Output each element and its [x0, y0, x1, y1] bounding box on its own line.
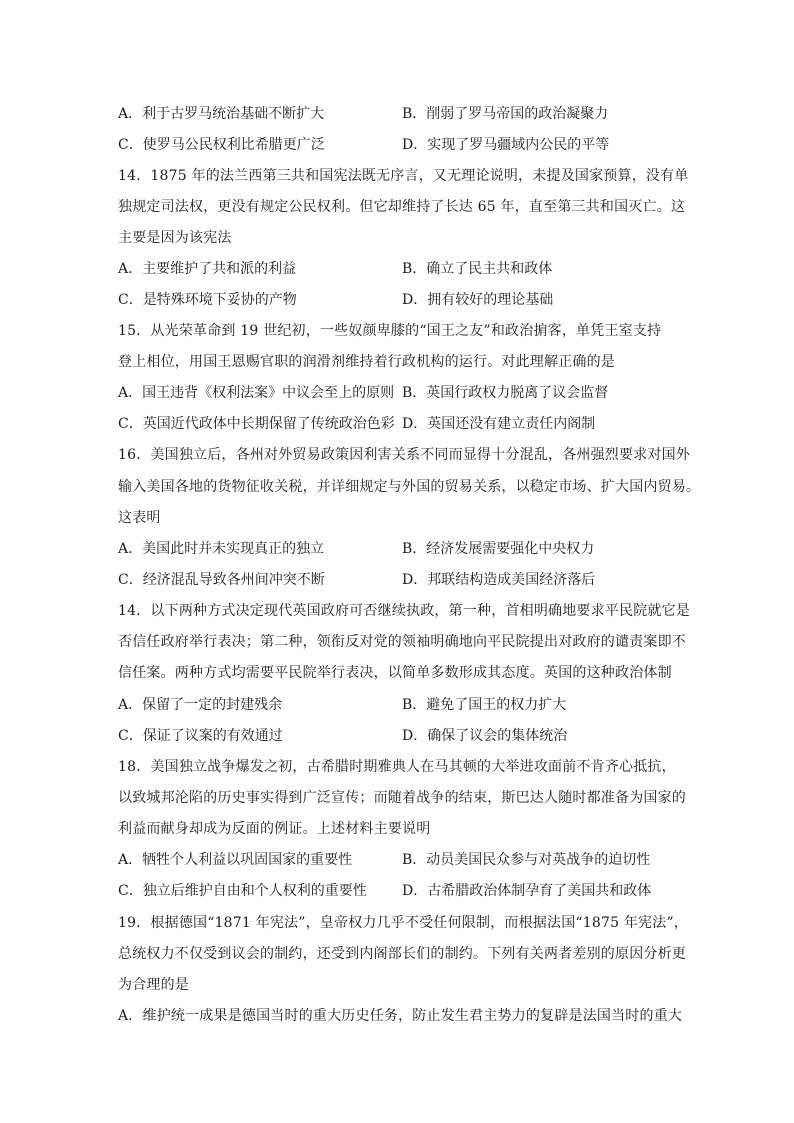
q16-stem-line-3: 这表明: [118, 510, 161, 526]
q18-option-a: A．牺牲个人利益以巩固国家的重要性: [118, 852, 353, 868]
q14a-stem-line-3: 主要是因为该宪法: [118, 230, 232, 246]
q19-option-a: A．维护统一成果是德国当时的重大历史任务，防止发生君主势力的复辟是法国当时的重大: [118, 1008, 683, 1024]
q13-option-b: B．削弱了罗马帝国的政治凝聚力: [402, 106, 609, 122]
q15-option-a: A．国王违背《权利法案》中议会至上的原则: [118, 385, 395, 401]
q14b-stem-line-3: 信任案。两种方式均需要平民院举行表决，以简单多数形成其态度。英国的这种政治体制: [118, 665, 672, 681]
q16-option-b: B．经济发展需要强化中央权力: [402, 541, 595, 557]
q14a-option-a: A．主要维护了共和派的利益: [118, 261, 297, 277]
q14b-option-d: D．确保了议会的集体统治: [402, 728, 568, 744]
q14b-stem-line-2: 否信任政府举行表决；第二种，领衔反对党的领袖明确地向平民院提出对政府的谴责案即不: [118, 634, 686, 650]
q14a-option-b: B．确立了民主共和政体: [402, 261, 553, 277]
q14a-option-d: D．拥有较好的理论基础: [402, 292, 554, 308]
q18-option-b: B．动员美国民众参与对英战争的迫切性: [402, 852, 651, 868]
q18-stem-line-3: 利益而献身却成为反面的例证。上述材料主要说明: [118, 821, 431, 837]
q13-option-a: A．利于古罗马统治基础不断扩大: [118, 106, 325, 122]
q15-option-b: B．英国行政权力脱离了议会监督: [402, 385, 609, 401]
q16-option-c: C．经济混乱导致各州间冲突不断: [118, 572, 325, 588]
q18-stem-line-1: 18．美国独立战争爆发之初，古希腊时期雅典人在马其顿的大举进攻面前不肯齐心抵抗，: [118, 759, 676, 775]
q16-stem-line-1: 16．美国独立后，各州对外贸易政策因利害关系不同而显得十分混乱，各州强烈要求对国外: [118, 447, 691, 463]
q18-option-c: C．独立后维护自由和个人权利的重要性: [118, 883, 367, 899]
q14b-option-c: C．保证了议案的有效通过: [118, 728, 283, 744]
q16-option-d: D．邦联结构造成美国经济落后: [402, 572, 596, 588]
q15-stem-line-2: 登上相位，用国王恩赐官职的润滑剂维持着行政机构的运行。对此理解正确的是: [118, 354, 615, 370]
q14b-option-b: B．避免了国王的权力扩大: [402, 697, 567, 713]
q13-option-c: C．使罗马公民权利比希腊更广泛: [118, 137, 325, 153]
q14a-option-c: C．是特殊环境下妥协的产物: [118, 292, 297, 308]
q16-stem-line-2: 输入美国各地的货物征收关税，并详细规定与外国的贸易关系，以稳定市场、扩大国内贸易。: [118, 479, 701, 495]
q16-option-a: A．美国此时并未实现真正的独立: [118, 541, 325, 557]
q18-stem-line-2: 以致城邦沦陷的历史事实得到广泛宣传；而随着战争的结束，斯巴达人随时都准备为国家的: [118, 790, 686, 806]
q14b-stem-line-1: 14．以下两种方式决定现代英国政府可否继续执政，第一种，首相明确地要求平民院就它是: [118, 603, 691, 619]
q19-stem-line-1: 19．根据德国“1871 年宪法”，皇帝权力几乎不受任何限制，而根据法国“1875 年宪法”，: [118, 915, 688, 931]
q14a-stem-line-2: 独规定司法权，更没有规定公民权利。但它却维持了长达 65 年，直至第三共和国灭亡。这: [118, 199, 686, 215]
q19-stem-line-3: 为合理的是: [118, 977, 189, 993]
q14a-stem-line-1: 14．1875 年的法兰西第三共和国宪法既无序言，又无理论说明，未提及国家预算，没有单: [118, 168, 689, 184]
q18-option-d: D．古希腊政治体制孕育了美国共和政体: [402, 883, 652, 899]
q15-option-c: C．英国近代政体中长期保留了传统政治色彩: [118, 416, 395, 432]
q14b-option-a: A．保留了一定的封建残余: [118, 697, 283, 713]
q15-option-d: D．英国还没有建立责任内阁制: [402, 416, 596, 432]
q13-option-d: D．实现了罗马疆域内公民的平等: [402, 137, 610, 153]
q15-stem-line-1: 15．从光荣革命到 19 世纪初，一些奴颜卑膝的“国王之友”和政治掮客，单凭王室支持: [118, 323, 662, 339]
q19-stem-line-2: 总统权力不仅受到议会的制约，还受到内阁部长们的制约。下列有关两者差别的原因分析更: [118, 946, 686, 962]
